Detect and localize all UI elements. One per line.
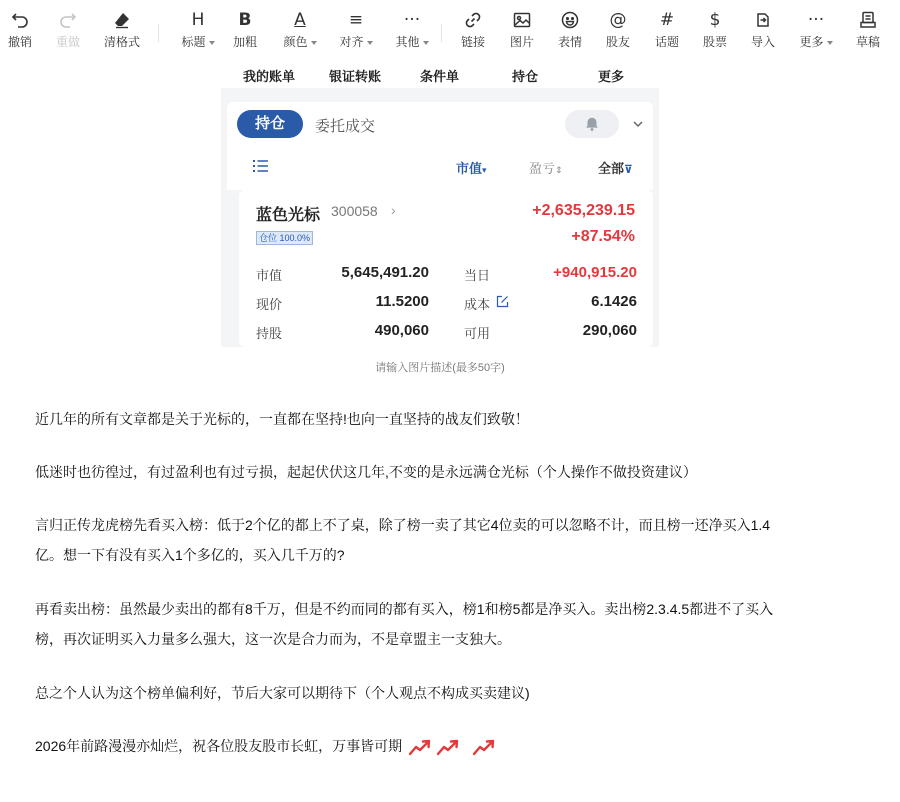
value-market-value: 5,645,491.20 xyxy=(341,264,429,281)
heading-button[interactable] xyxy=(172,8,224,58)
eraser-icon xyxy=(96,8,148,32)
chevron-down-icon xyxy=(827,41,833,45)
image-button[interactable] xyxy=(496,8,548,58)
sort-icon: ⇕ xyxy=(555,165,563,175)
paragraph-line: 榜，再次证明买入力量多么强大，这一次是合力而为，不是章盟主一支独大。 xyxy=(35,631,511,647)
align-button[interactable] xyxy=(330,8,382,58)
sort-desc-icon: ▾ xyxy=(482,165,487,175)
list-icon xyxy=(253,159,269,173)
chevron-down-icon xyxy=(631,117,645,131)
font-color-button[interactable] xyxy=(274,8,326,58)
clear-format-label: 清格式 xyxy=(103,35,140,49)
font-color-icon: A xyxy=(294,10,306,30)
more-icon: ··· xyxy=(807,10,825,30)
broker-menu xyxy=(221,62,659,88)
menu-item-more: 更多 xyxy=(598,69,625,84)
value-shares: 490,060 xyxy=(374,322,429,339)
emoji-icon xyxy=(544,8,596,32)
article-paragraph[interactable] xyxy=(35,404,865,434)
filter-all: 全部⊽ xyxy=(598,161,633,176)
chevron-right-icon: › xyxy=(391,202,396,218)
editor-toolbar xyxy=(0,0,900,62)
link-button[interactable] xyxy=(447,8,499,58)
article-paragraph[interactable] xyxy=(35,731,865,761)
menu-item-transfer: 银证转账 xyxy=(329,69,382,84)
label-shares: 持股 xyxy=(256,326,283,341)
paragraph-line: 言归正传龙虎榜先看买入榜：低于2个亿的都上不了桌，除了榜一卖了其它4位卖的可以忽略不计，而且榜一还净买入1.4 xyxy=(35,517,771,533)
article-paragraph[interactable] xyxy=(35,678,865,708)
heading-label: 标题 xyxy=(181,35,206,49)
image-caption-input[interactable]: 请输入图片描述(最多50字) xyxy=(375,362,505,374)
label-today: 当日 xyxy=(464,268,491,283)
undo-icon xyxy=(0,8,46,32)
tab-holdings: 持仓 xyxy=(237,110,303,138)
article-paragraph[interactable] xyxy=(35,457,865,487)
total-pnl-pct: +87.54% xyxy=(571,228,635,245)
paragraph-line: 亿。想一下有没有买入1个多亿的，买入几千万的? xyxy=(35,547,345,563)
edit-icon xyxy=(496,295,509,308)
stock-button[interactable] xyxy=(689,8,741,58)
trending-up-emoji-icon xyxy=(408,737,500,757)
at-icon: @ xyxy=(609,10,627,30)
toolbar-divider xyxy=(158,24,159,42)
emoji-label: 表情 xyxy=(557,35,582,49)
total-pnl: +2,635,239.15 xyxy=(532,202,635,219)
mention-label: 股友 xyxy=(605,35,630,49)
value-available: 290,060 xyxy=(582,322,637,339)
undo-button[interactable] xyxy=(0,8,46,58)
paragraph-text: 总之个人认为这个榜单偏利好，节后大家可以期待下（个人观点不构成买卖建议) xyxy=(35,685,530,701)
bold-icon: B xyxy=(238,10,252,30)
tab-orders: 委托成交 xyxy=(315,118,376,135)
paragraph-line: 再看卖出榜：虽然最少卖出的都有8千万，但是不约而同的都有买入，榜1和榜5都是净买入。卖出榜2.3.4.5都进不了买入 xyxy=(35,601,774,617)
article-paragraph[interactable] xyxy=(35,510,865,570)
mention-button[interactable] xyxy=(592,8,644,58)
clear-format-button[interactable] xyxy=(96,8,148,58)
label-cost: 成本 xyxy=(464,297,491,312)
toolbar-divider xyxy=(441,24,442,42)
label-market-value: 市值 xyxy=(256,268,283,283)
article-paragraph[interactable] xyxy=(35,594,865,654)
link-icon xyxy=(447,8,499,32)
topic-button[interactable] xyxy=(641,8,693,58)
dollar-icon: $ xyxy=(709,10,721,30)
value-cost: 6.1426 xyxy=(591,293,637,310)
filter-icon: ⊽ xyxy=(624,164,633,176)
chevron-down-icon xyxy=(209,41,215,45)
redo-icon xyxy=(42,8,94,32)
value-today: +940,915.20 xyxy=(553,264,637,281)
align-icon: ≡ xyxy=(348,10,364,30)
emoji-button[interactable] xyxy=(544,8,596,58)
align-label: 对齐 xyxy=(339,35,364,49)
chevron-down-icon xyxy=(367,41,373,45)
paragraph-text: 近几年的所有文章都是关于光标的，一直都在坚持!也向一直坚持的战友们致敬！ xyxy=(35,411,529,427)
heading-icon: H xyxy=(191,10,205,30)
sort-market-value: 市值▾ xyxy=(456,161,487,176)
position-badge: 仓位 100.0% xyxy=(256,231,313,245)
redo-button[interactable] xyxy=(42,8,94,58)
holdings-panel xyxy=(227,102,653,347)
bold-button[interactable] xyxy=(219,8,271,58)
bell-icon xyxy=(565,110,619,138)
import-label: 导入 xyxy=(750,35,775,49)
menu-item-bill: 我的账单 xyxy=(243,69,296,84)
embedded-screenshot[interactable] xyxy=(221,62,659,347)
image-label: 图片 xyxy=(509,35,534,49)
bold-label: 加粗 xyxy=(232,35,257,49)
more-format-label: 其他 xyxy=(395,35,420,49)
label-available: 可用 xyxy=(464,326,491,341)
menu-item-conditional: 条件单 xyxy=(420,69,460,84)
chevron-down-icon xyxy=(311,41,317,45)
draft-icon xyxy=(842,8,894,32)
sort-profit: 盈亏⇕ xyxy=(529,161,563,176)
link-label: 链接 xyxy=(460,35,485,49)
image-icon xyxy=(496,8,548,32)
import-icon xyxy=(737,8,789,32)
menu-item-holdings: 持仓 xyxy=(512,69,539,84)
more-format-icon: ··· xyxy=(403,10,421,30)
label-price: 现价 xyxy=(256,297,283,312)
chevron-down-icon xyxy=(423,41,429,45)
hashtag-icon: # xyxy=(659,10,675,30)
more-label: 更多 xyxy=(799,35,824,49)
redo-label: 重做 xyxy=(55,35,80,49)
topic-label: 话题 xyxy=(654,35,679,49)
stock-code: 300058 xyxy=(331,203,378,219)
value-price: 11.5200 xyxy=(375,293,429,310)
holding-card xyxy=(227,190,653,347)
draft-button[interactable] xyxy=(842,8,894,58)
paragraph-text: 2026年前路漫漫亦灿烂，祝各位股友股市长虹，万事皆可期 xyxy=(35,738,403,754)
import-button[interactable] xyxy=(737,8,789,58)
paragraph-text: 低迷时也彷徨过，有过盈利也有过亏损，起起伏伏这几年,不变的是永远满仓光标（个人操作不做投资建议） xyxy=(35,464,697,480)
stock-name: 蓝色光标 xyxy=(256,207,321,224)
more-format-button[interactable] xyxy=(386,8,438,58)
undo-label: 撤销 xyxy=(7,35,32,49)
stock-label: 股票 xyxy=(702,35,727,49)
font-color-label: 颜色 xyxy=(283,35,308,49)
more-button[interactable] xyxy=(790,8,842,58)
draft-label: 草稿 xyxy=(855,35,880,49)
